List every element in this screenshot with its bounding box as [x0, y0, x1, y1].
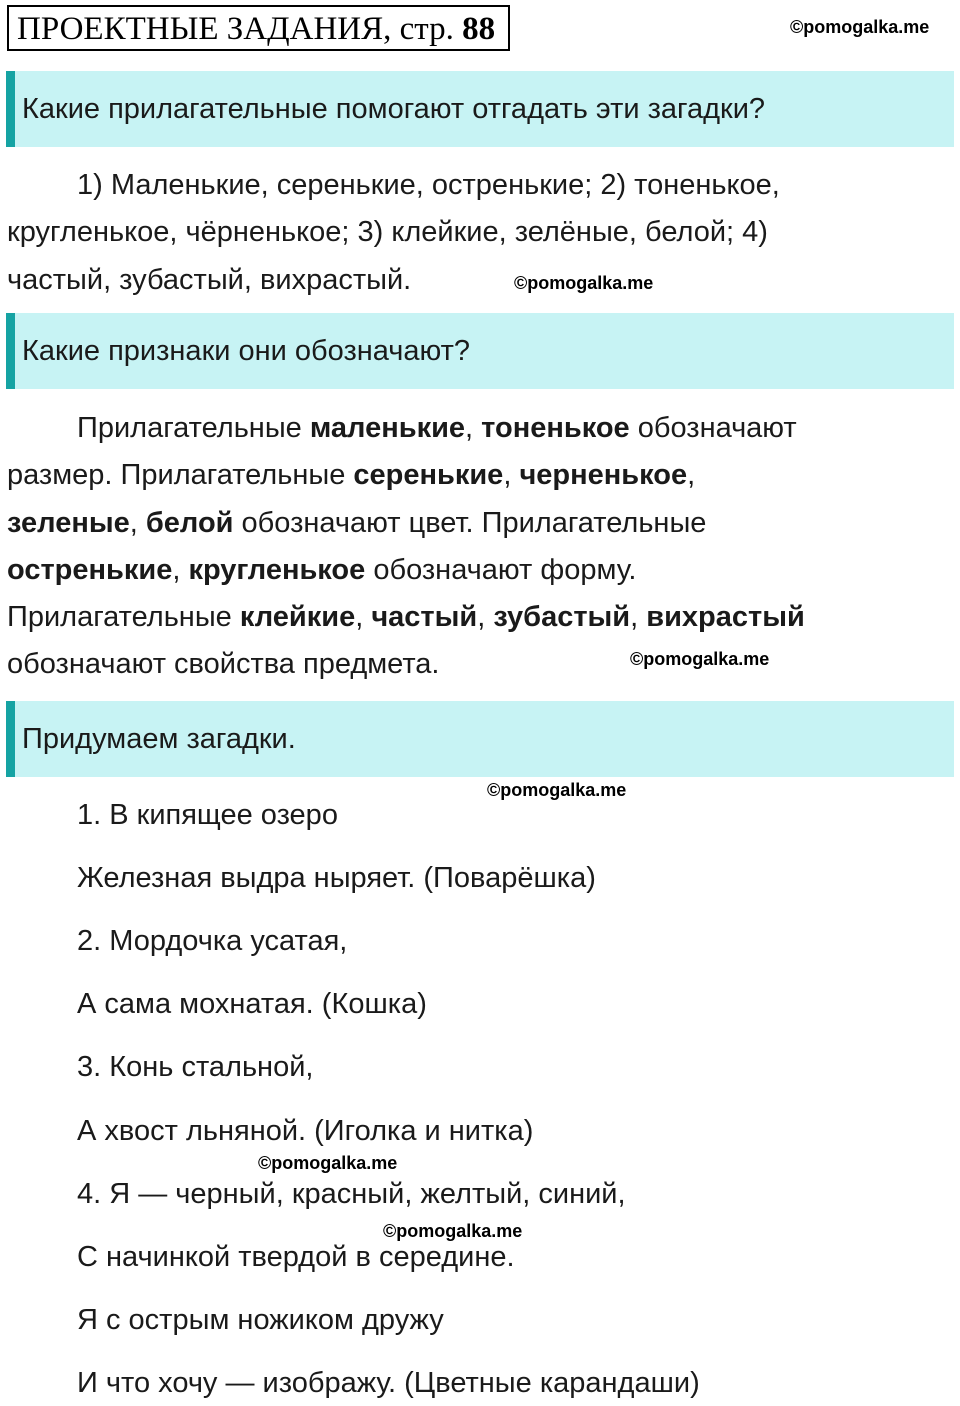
watermark: ©pomogalka.me [790, 17, 930, 37]
answer-1-line-2: кругленькое, чёрненькое; 3) клейкие, зелёные, белой; 4) [7, 216, 768, 249]
riddle-line: 4. Я — черный, красный, желтый, синий, [77, 1178, 626, 1210]
page-number: 88 [462, 11, 496, 47]
answer-paragraph-2: Прилагательные маленькие, тоненькое обозначают размер. Прилагательные серенькие, черненькое, зеленые, белой обозначают цвет. Прилагательные остренькие, кругленькое обозначают форму. Прилагательные клейкие, частый, зубастый, вихрастый обозначают свойства предмета. [7, 412, 805, 681]
question-band-2: Какие признаки они обозначают? [6, 313, 954, 389]
riddle-line: 2. Мордочка усатая, [77, 925, 348, 957]
watermark: ©pomogalka.me [383, 1221, 523, 1241]
page-title [7, 5, 510, 51]
question-band-3: Придумаем загадки. [6, 701, 954, 777]
riddle-line: И что хочу — изображу. (Цветные карандаши) [77, 1367, 700, 1399]
riddle-line: Я с острым ножиком дружу [77, 1304, 444, 1336]
riddle-line: 1. В кипящее озеро [77, 799, 338, 831]
riddle-line: Железная выдра ныряет. (Поварёшка) [77, 862, 596, 894]
answer-paragraph-1 [7, 162, 947, 304]
answer-1-line-1: 1) Маленькие, серенькие, остренькие; 2) тоненькое, [77, 169, 780, 201]
watermark: ©pomogalka.me [630, 649, 770, 669]
answer-1-line-3: частый, зубастый, вихрастый. [7, 263, 412, 296]
watermark: ©pomogalka.me [258, 1153, 398, 1173]
watermark: ©pomogalka.me [487, 780, 627, 800]
riddle-line: А хвост льняной. (Иголка и нитка) [77, 1115, 534, 1147]
title-text: ПРОЕКТНЫЕ ЗАДАНИЯ, стр. [17, 11, 454, 47]
riddle-line: 3. Конь стальной, [77, 1051, 314, 1083]
watermark: ©pomogalka.me [514, 273, 654, 293]
riddle-line: С начинкой твердой в середине. [77, 1241, 515, 1273]
question-band-1: Какие прилагательные помогают отгадать эти загадки? [6, 71, 954, 147]
riddle-line: А сама мохнатая. (Кошка) [77, 988, 427, 1020]
